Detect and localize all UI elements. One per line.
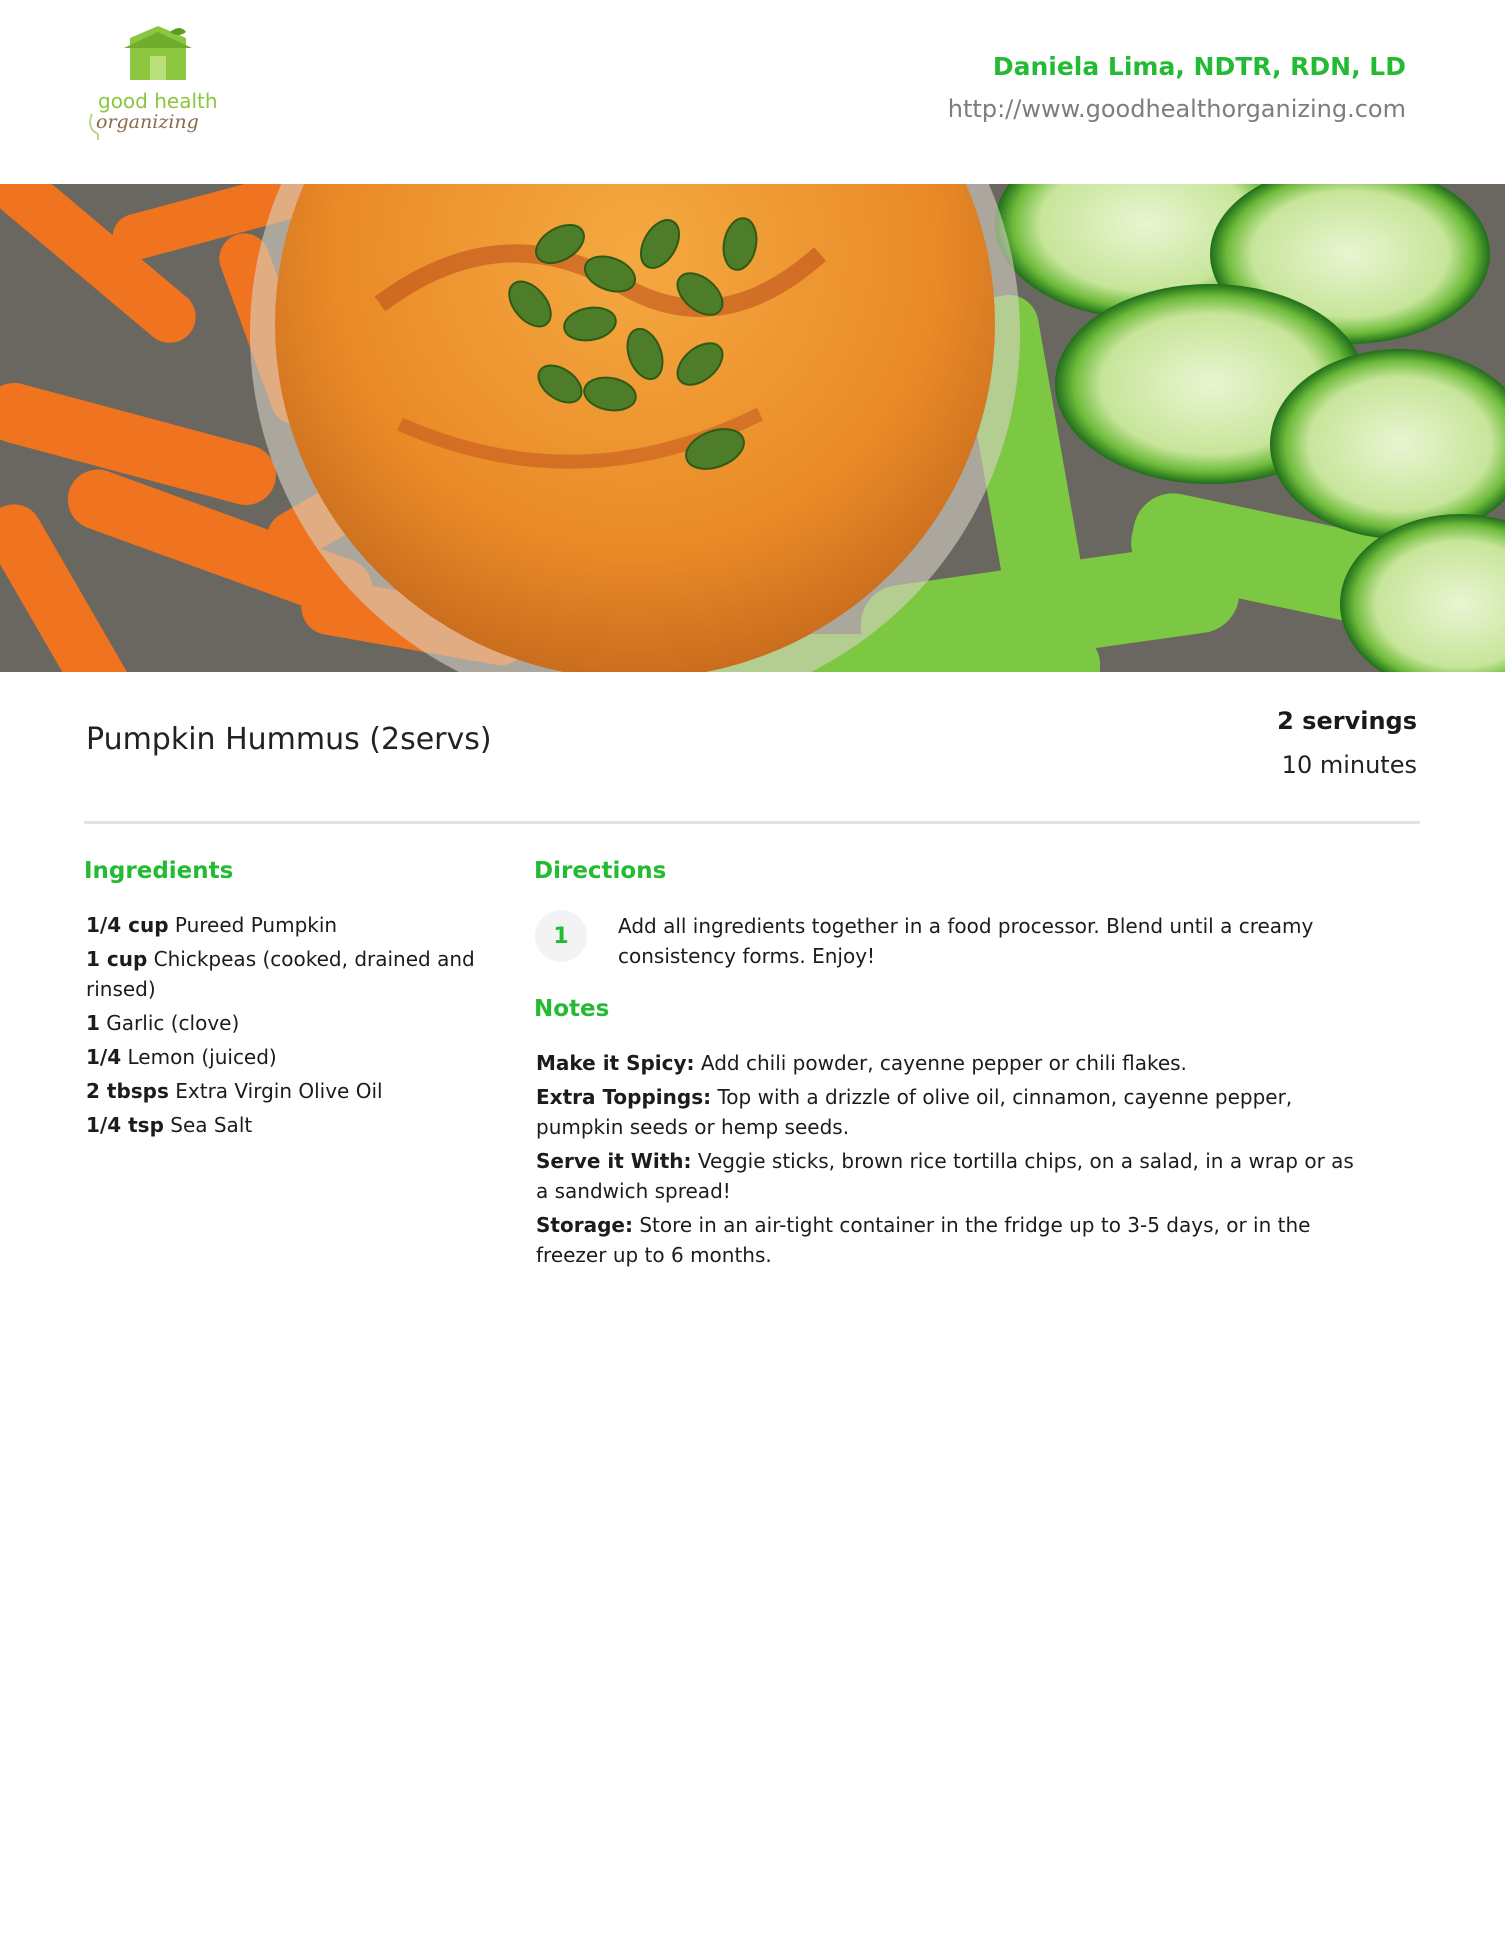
- step-number-badge: 1: [535, 910, 587, 962]
- notes-list: [536, 1048, 1366, 1274]
- ingredient-name: Extra Virgin Olive Oil: [175, 1079, 383, 1103]
- ingredient-item: [86, 944, 486, 1004]
- directions-heading: Directions: [534, 858, 667, 884]
- note-label: Storage:: [536, 1213, 633, 1237]
- ingredient-name: Sea Salt: [170, 1113, 253, 1137]
- note-item: [536, 1146, 1366, 1206]
- logo-line2: organizing: [96, 111, 199, 133]
- site-url-link[interactable]: http://www.goodhealthorganizing.com: [947, 95, 1406, 123]
- ingredient-item: [86, 910, 486, 940]
- author-name: Daniela Lima, NDTR, RDN, LD: [992, 52, 1406, 81]
- brand-logo: [88, 26, 228, 144]
- note-item: [536, 1048, 1366, 1078]
- note-label: Make it Spicy:: [536, 1051, 695, 1075]
- note-label: Serve it With:: [536, 1149, 692, 1173]
- ingredient-item: [86, 1008, 486, 1038]
- ingredient-qty: 1: [86, 1011, 100, 1035]
- note-text: Add chili powder, cayenne pepper or chili flakes.: [700, 1051, 1187, 1075]
- servings-count: 2 servings: [1277, 707, 1417, 735]
- step-text: Add all ingredients together in a food processor. Blend until a creamy consistency forms. Enjoy!: [618, 914, 1314, 968]
- ingredient-name: Garlic (clove): [106, 1011, 240, 1035]
- ingredient-name: Lemon (juiced): [127, 1045, 277, 1069]
- note-label: Extra Toppings:: [536, 1085, 712, 1109]
- note-text: Veggie sticks, brown rice tortilla chips, on a salad, in a wrap or as a sandwich spread!: [536, 1149, 1354, 1203]
- note-item: [536, 1210, 1366, 1270]
- ingredients-heading: Ingredients: [84, 858, 234, 884]
- ingredient-qty: 1/4 tsp: [86, 1113, 164, 1137]
- ingredient-item: [86, 1110, 486, 1140]
- ingredients-list: [86, 910, 486, 1144]
- note-text: Store in an air-tight container in the fridge up to 3-5 days, or in the freezer up to 6 months.: [536, 1213, 1311, 1267]
- ingredient-qty: 2 tbsps: [86, 1079, 169, 1103]
- ingredient-name: Chickpeas (cooked, drained and rinsed): [86, 947, 475, 1001]
- ingredient-item: [86, 1042, 486, 1072]
- note-item: [536, 1082, 1366, 1142]
- ingredient-qty: 1/4 cup: [86, 913, 169, 937]
- ingredient-qty: 1 cup: [86, 947, 148, 971]
- recipe-title: Pumpkin Hummus (2servs): [86, 722, 492, 757]
- notes-heading: Notes: [534, 996, 610, 1022]
- divider: [84, 821, 1420, 824]
- hero-photo: [0, 184, 1505, 672]
- note-text: Top with a drizzle of olive oil, cinnamon, cayenne pepper, pumpkin seeds or hemp seeds.: [536, 1085, 1293, 1139]
- ingredient-name: Pureed Pumpkin: [174, 913, 338, 937]
- house-leaf-logo-icon: [88, 26, 228, 144]
- ingredient-item: [86, 1076, 486, 1106]
- ingredient-qty: 1/4: [86, 1045, 122, 1069]
- logo-line1: good health: [98, 89, 218, 113]
- hummus-photo-icon: [0, 184, 1505, 672]
- prep-time: 10 minutes: [1281, 751, 1417, 779]
